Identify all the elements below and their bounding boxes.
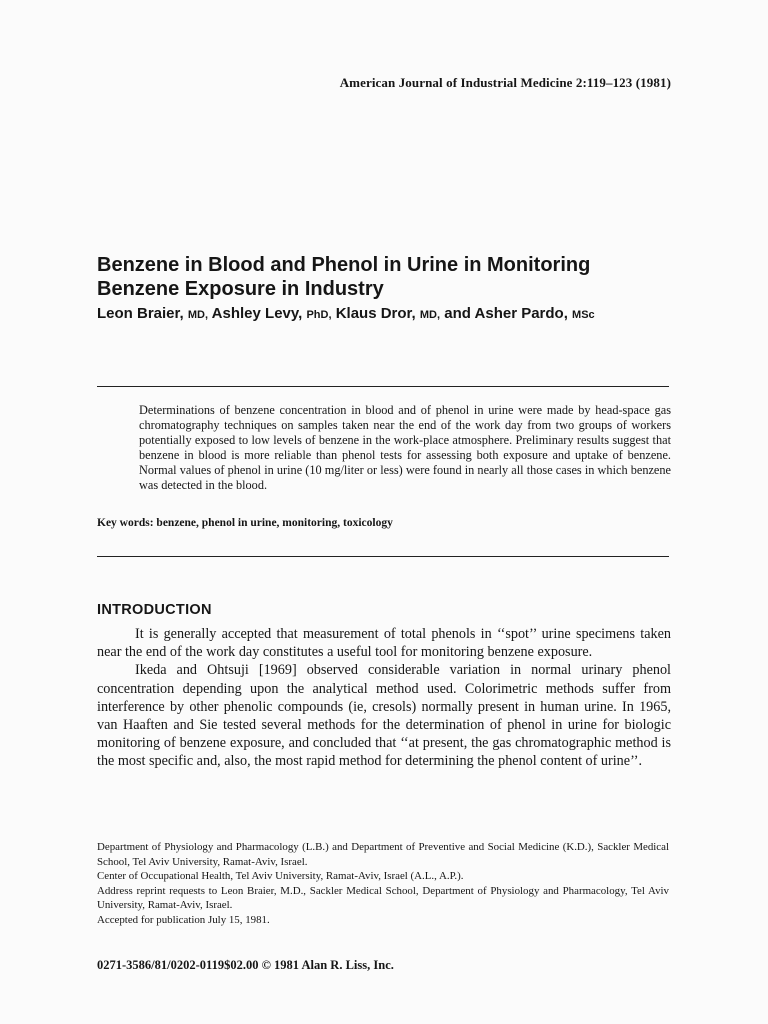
- author-name: Ashley Levy,: [211, 305, 303, 322]
- author-list: [97, 304, 697, 325]
- author-degree: PhD,: [306, 309, 332, 321]
- author-degree: MD,: [419, 309, 441, 321]
- author-name: Leon Braier,: [97, 305, 184, 322]
- author-degree: MSc: [572, 309, 595, 321]
- footnote-affiliation: Center of Occupational Health, Tel Aviv University, Ramat-Aviv, Israel (A.L., A.P.).: [97, 870, 464, 883]
- journal-citation: American Journal of Industrial Medicine 2:119–123 (1981): [339, 75, 671, 90]
- copyright-line: 0271-3586/81/0202-0119$02.00 © 1981 Alan R. Liss, Inc.: [97, 958, 394, 972]
- title-line-2: Benzene Exposure in Industry: [97, 278, 384, 300]
- paragraph: Ikeda and Ohtsuji [1969] observed considerable variation in normal urinary phenol concentration depending upon the analytical method used. Colorimetric methods suffer from interference by other phenolic compounds (ie, cresols) normally present in human urine. In 1965, van Haaften and Sie tested several methods for the determination of phenol in urine for biologic monitoring of benzene exposure, and concluded that ‘‘at present, the gas chromatographic method is the most specific and, also, the most rapid method for determining the phenol content of urine’’.: [97, 662, 671, 770]
- abstract-bottom-rule: [97, 556, 669, 557]
- title-line-1: Benzene in Blood and Phenol in Urine in Monitoring: [97, 254, 591, 276]
- abstract-top-rule: [97, 386, 669, 387]
- footnote-affiliation: Department of Physiology and Pharmacology (L.B.) and Department of Preventive and Social Medicine (K.D.), Sackler Medical School, Tel Aviv University, Ramat-Aviv, Israel.: [97, 841, 669, 868]
- introduction-body: [97, 625, 671, 771]
- author-name: Klaus Dror,: [335, 305, 416, 322]
- author-degree: MD,: [187, 309, 209, 321]
- paragraph: It is generally accepted that measurement of total phenols in ‘‘spot’’ urine specimens taken near the end of the work day constitutes a useful tool for monitoring benzene exposure.: [97, 626, 671, 661]
- keywords-list: benzene, phenol in urine, monitoring, toxicology: [156, 517, 393, 529]
- abstract: Determinations of benzene concentration in blood and of phenol in urine were made by head-space gas chromatography techniques on samples taken near the end of the work day from two groups of workers potentially exposed to low levels of benzene in the work-place atmosphere. Preliminary results suggest that benzene in blood is more reliable than phenol tests for assessing both exposure and uptake of benzene. Normal values of phenol in urine (10 mg/liter or less) were found in nearly all those cases in which benzene was detected in the blood.: [139, 403, 671, 493]
- article-title: [97, 253, 697, 301]
- section-heading: INTRODUCTION: [97, 602, 212, 618]
- author-name: and Asher Pardo,: [444, 305, 568, 322]
- footnote-reprints: Address reprint requests to Leon Braier, M.D., Sackler Medical School, Department of Physiology and Pharmacology, Tel Aviv University, Ramat-Aviv, Israel.: [97, 884, 669, 912]
- footnote-accepted: Accepted for publication July 15, 1981.: [97, 913, 270, 926]
- keywords-label: Key words:: [97, 517, 154, 529]
- keywords: [97, 517, 669, 529]
- footnotes: [97, 840, 669, 928]
